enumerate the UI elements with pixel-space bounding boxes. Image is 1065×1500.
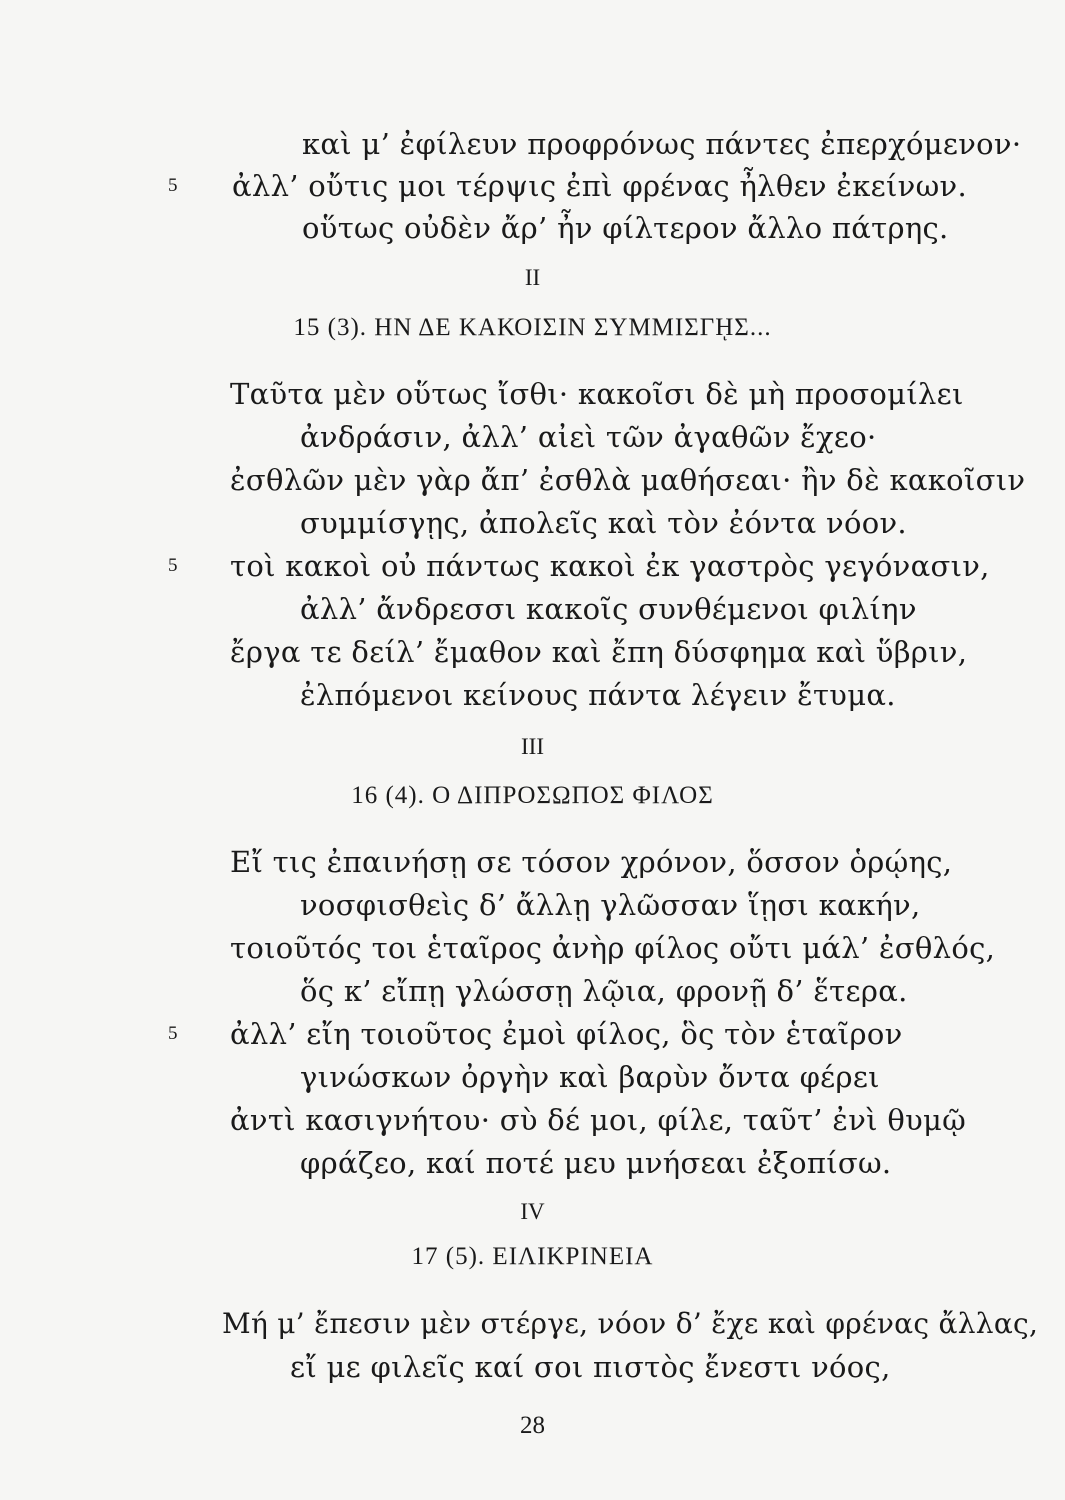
poem-title: 15 (3). ΗΝ ΔΕ ΚΑΚΟΙΣΙΝ ΣΥΜΜΙΣΓῌΣ... <box>293 314 772 341</box>
verse-line: γινώσκων ὀργὴν καὶ βαρὺν ὄντα φέρει <box>300 1060 880 1094</box>
section-roman: II <box>524 265 541 290</box>
verse-line: τοὶ κακοὶ οὐ πάντως κακοὶ ἐκ γαστρὸς γεγόνασιν, <box>230 549 990 583</box>
verse-line: ἐλπόμενοι κείνους πάντα λέγειν ἔτυμα. <box>300 678 896 712</box>
verse-line: Εἴ τις ἐπαινήσῃ σε τόσον χρόνον, ὅσσον ὁρῴης, <box>230 845 953 879</box>
verse-line: συμμίσγῃς, ἀπολεῖς καὶ τὸν ἐόντα νόον. <box>300 506 907 540</box>
page-number: 28 <box>520 1412 545 1439</box>
verse-line: ἀνδράσιν, ἀλλ’ αἰεὶ τῶν ἀγαθῶν ἔχεο· <box>300 420 877 454</box>
verse-line: ἀλλ’ ἄνδρεσσι κακοῖς συνθέμενοι φιλίην <box>300 592 917 626</box>
line-number: 5 <box>168 555 178 576</box>
section-roman: III <box>521 734 544 759</box>
verse-line: ἀλλ’ εἴη τοιοῦτος ἐμοὶ φίλος, ὃς τὸν ἑταῖρον <box>230 1017 903 1051</box>
poem-title: 17 (5). ΕΙΛΙΚΡΙΝΕΙΑ <box>411 1243 654 1270</box>
verse-line: ἀλλ’ οὔτις μοι τέρψις ἐπὶ φρένας ἦλθεν ἐκείνων. <box>232 169 967 203</box>
verse-line: Μή μ’ ἔπεσιν μὲν στέργε, νόον δ’ ἔχε καὶ φρένας ἄλλας, <box>222 1307 1039 1340</box>
verse-line: ὅς κ’ εἴπῃ γλώσσῃ λῷια, φρονῇ δ’ ἕτερα. <box>300 974 908 1008</box>
verse-line: ἀντὶ κασιγνήτου· σὺ δέ μοι, φίλε, ταῦτ’ ἐνὶ θυμῷ <box>230 1103 967 1137</box>
verse-line: τοιοῦτός τοι ἑταῖρος ἀνὴρ φίλος οὔτι μάλ’ ἐσθλός, <box>230 931 996 965</box>
poem-title: 16 (4). Ο ΔΙΠΡΟΣΩΠΟΣ ΦΙΛΟΣ <box>351 782 714 809</box>
line-number: 5 <box>168 1023 178 1044</box>
section-roman: IV <box>520 1199 545 1224</box>
verse-line: καὶ μ’ ἐφίλευν προφρόνως πάντες ἐπερχόμενον· <box>302 127 1022 161</box>
line-number: 5 <box>168 175 178 196</box>
verse-line: εἴ με φιλεῖς καί σοι πιστὸς ἔνεστι νόος, <box>290 1350 891 1384</box>
verse-line: ἐσθλῶν μὲν γὰρ ἄπ’ ἐσθλὰ μαθήσεαι· ἢν δὲ κακοῖσιν <box>230 463 1026 497</box>
verse-line: ἔργα τε δείλ’ ἔμαθον καὶ ἔπη δύσφημα καὶ ὕβριν, <box>230 635 968 669</box>
verse-line: οὕτως οὐδὲν ἄρ’ ἦν φίλτερον ἄλλο πάτρης. <box>302 211 949 245</box>
verse-line: φράζεο, καί ποτέ μευ μνήσεαι ἐξοπίσω. <box>300 1146 892 1180</box>
verse-line: νοσφισθεὶς δ’ ἄλλῃ γλῶσσαν ἵῃσι κακήν, <box>300 888 921 922</box>
verse-line: Ταῦτα μὲν οὕτως ἴσθι· κακοῖσι δὲ μὴ προσομίλει <box>230 377 964 411</box>
